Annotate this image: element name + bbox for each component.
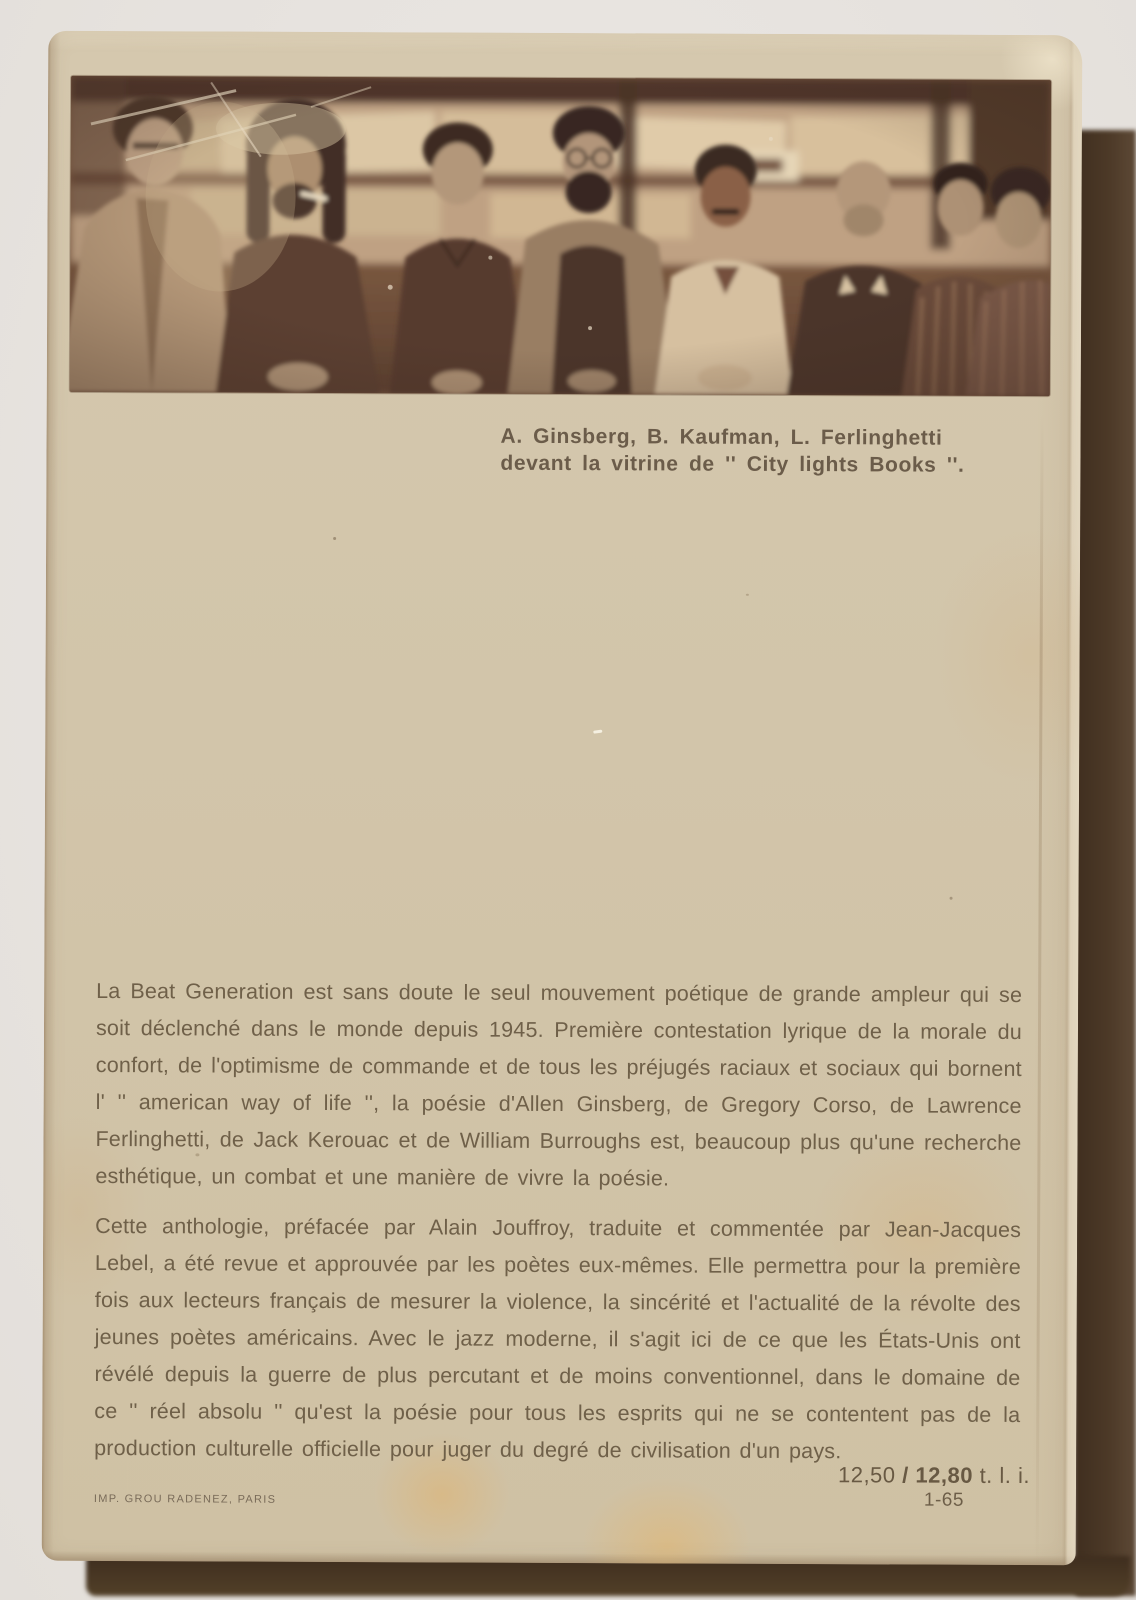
book-back-cover	[42, 31, 1083, 1565]
price-original: 12,50	[837, 1462, 896, 1488]
cover-speck	[950, 897, 953, 900]
photo-caption	[500, 423, 1020, 479]
photo-caption-line1: A. Ginsberg, B. Kaufman, L. Ferlinghetti	[500, 424, 943, 450]
cover-crease	[1036, 415, 1044, 1565]
price-suffix: t. l. i.	[979, 1462, 1031, 1489]
edition-code: 1-65	[923, 1489, 965, 1511]
blurb-paragraph-2: Cette anthologie, préfacée par Alain Jouffroy, traduite et commentée par Jean-Jacques Lebel, a été revue et approuvée par les poètes eux-mêmes. Elle permettra pour la première fois aux lecteurs français de mesurer la violence, la sincérité et l'actualité de la révolte des jeunes poètes américains. Avec le jazz moderne, il s'agit ici de ce que les États-Unis ont révélé depuis la guerre de plus percutant et de moins conventionnel, dans le domaine de ce '' réel absolu '' qu'est la poésie pour tous les esprits qui ne se contentent pas de la production culturelle officielle pour juger du degré de civilisation d'un pays.	[94, 1213, 1022, 1464]
printer-imprint: IMP. GROU RADENEZ, PARIS	[93, 1492, 277, 1506]
cover-speck	[746, 594, 749, 596]
cover-speck	[195, 1153, 199, 1156]
beat-poets-photo	[70, 76, 1051, 396]
backdrop-shadow-right	[1074, 130, 1136, 1596]
price-tli: / 12,80	[902, 1462, 974, 1488]
back-cover-blurb	[94, 973, 1022, 1471]
photo-caption-line2: devant la vitrine de '' City lights Books ''.	[500, 451, 965, 477]
cover-scratch	[593, 730, 602, 734]
blurb-paragraph-1: La Beat Generation est sans doute le seul mouvement poétique de grande ampleur qui se soit déclenché dans le monde depuis 1945. Première contestation lyrique de la morale du confort, de l'optimisme de commande et de tous les préjugés raciaux et sociaux qui bornent l' '' american way of life '', la poésie d'Allen Ginsberg, de Gregory Corso, de Lawrence Ferlinghetti, de Jack Kerouac et de William Burroughs est, beaucoup plus qu'une recherche esthétique, un combat et une manière de vivre la poésie.	[95, 978, 1023, 1191]
price-line	[838, 1462, 1030, 1489]
cover-speck	[333, 537, 336, 540]
cover-photo	[70, 76, 1051, 396]
